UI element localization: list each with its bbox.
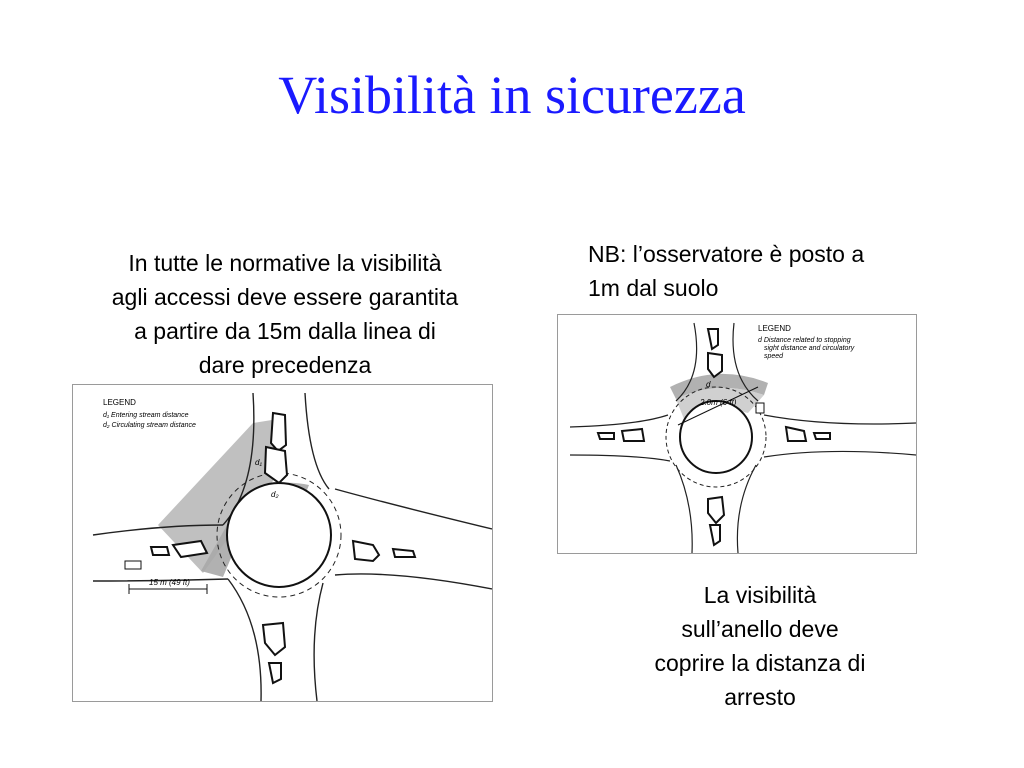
d-label: d xyxy=(706,380,711,389)
legend-title: LEGEND xyxy=(758,324,791,333)
text-line: coprire la distanza di xyxy=(654,650,866,676)
splitter-island xyxy=(708,497,724,523)
legend-title: LEGEND xyxy=(103,398,136,407)
d2-label: d₂ xyxy=(271,490,279,499)
roundabout-diagram-left xyxy=(73,385,492,701)
legend-item: sight distance and circulatory xyxy=(764,345,855,352)
d1-label: d₁ xyxy=(255,458,262,467)
text-line: agli accessi deve essere garantita xyxy=(111,284,459,310)
splitter-island xyxy=(269,663,281,683)
splitter-island xyxy=(173,541,207,557)
splitter-island xyxy=(393,549,415,557)
splitter-island xyxy=(598,433,614,439)
dimension-label: 2.0m (6 ft) xyxy=(700,398,737,407)
splitter-island xyxy=(786,427,806,441)
dimension-label: 15 m (49 ft) xyxy=(149,578,190,587)
ring-sight-diagram xyxy=(557,314,917,554)
splitter-island xyxy=(271,413,286,451)
slide-title: Visibilità in sicurezza xyxy=(278,65,746,125)
legend-item: d₂ Circulating stream distance xyxy=(103,422,196,429)
splitter-island xyxy=(708,329,718,349)
text-line: arresto xyxy=(724,684,796,710)
central-island xyxy=(227,483,331,587)
splitter-island xyxy=(353,541,379,561)
text-line: 1m dal suolo xyxy=(588,275,719,301)
legend-item: d₁ Entering stream distance xyxy=(103,412,189,419)
observer-note xyxy=(588,237,988,305)
legend-item: speed xyxy=(764,353,784,360)
entry-sight-diagram xyxy=(72,384,493,702)
text-line: a partire da 15m dalla linea di xyxy=(134,318,436,344)
splitter-island xyxy=(708,353,722,377)
entry-visibility-text xyxy=(60,246,510,382)
splitter-island xyxy=(710,525,720,545)
splitter-island xyxy=(263,623,285,655)
splitter-island xyxy=(622,429,644,441)
car-icon xyxy=(756,403,764,413)
splitter-island xyxy=(814,433,830,439)
text-line: La visibilità xyxy=(703,582,817,608)
text-line: NB: l’osservatore è posto a xyxy=(588,241,865,267)
text-line: dare precedenza xyxy=(198,352,372,378)
roundabout-diagram-right xyxy=(558,315,916,553)
splitter-island xyxy=(151,547,169,555)
legend-item: d Distance related to stopping xyxy=(758,337,851,344)
central-island xyxy=(680,401,752,473)
car-icon xyxy=(125,561,141,569)
text-line: In tutte le normative la visibilità xyxy=(128,250,442,276)
ring-visibility-caption xyxy=(600,578,920,714)
text-line: sull’anello deve xyxy=(681,616,839,642)
